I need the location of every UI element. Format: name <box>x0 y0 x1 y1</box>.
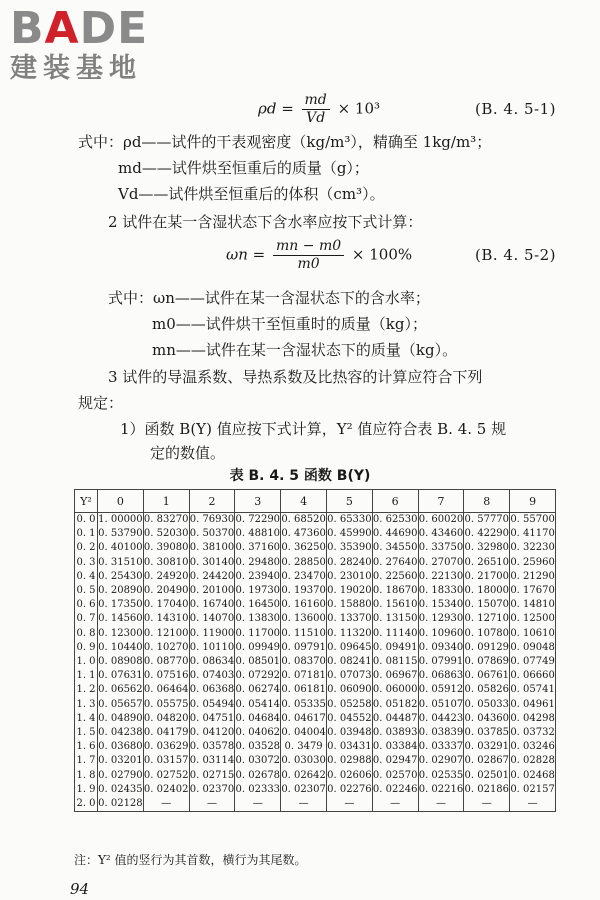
table-cell: 0. 02186 <box>464 783 510 797</box>
table-cell: 0. 04238 <box>98 726 144 740</box>
definition-line: m0——试件烘干至恒重时的质量（kg）； <box>152 315 427 333</box>
table-cell: 0. 17040 <box>143 598 189 612</box>
row-header: 1. 3 <box>75 698 98 712</box>
table-cell: 0. 15880 <box>326 598 372 612</box>
table-cell: 0. 07869 <box>464 655 510 669</box>
table-cell: 0. 27640 <box>372 556 418 570</box>
table-row <box>75 726 556 740</box>
table-cell: 0. 04062 <box>235 726 281 740</box>
table-cell: 0. 04298 <box>510 712 556 726</box>
table-cell: 0. 03246 <box>510 740 556 754</box>
table-cell: 0. 03431 <box>326 740 372 754</box>
table-cell: 0. 44690 <box>372 527 418 541</box>
column-header: 6 <box>372 490 418 513</box>
table-cell: 0. 19730 <box>235 584 281 598</box>
table-cell: 0. 02867 <box>464 754 510 768</box>
column-header: 8 <box>464 490 510 513</box>
table-cell: 0. 36250 <box>281 541 327 555</box>
table-cell: 0. 10440 <box>98 641 144 655</box>
row-header: 0. 6 <box>75 598 98 612</box>
table-cell: 0. 24420 <box>189 570 235 584</box>
table-cell: 0. 02468 <box>510 769 556 783</box>
table-cell: 0. 22130 <box>418 570 464 584</box>
table-cell: 0. 02333 <box>235 783 281 797</box>
definition-line: Vd——试件烘至恒重后的体积（cm³）。 <box>118 185 385 203</box>
table-cell: 0. 02947 <box>372 754 418 768</box>
table-cell: 0. 06660 <box>510 669 556 683</box>
formula-density: ρd = $\frac{md}{Vd}$ × 10³ <box>258 92 380 126</box>
row-header: 1. 0 <box>75 655 98 669</box>
table-cell: 0. 03114 <box>189 754 235 768</box>
table-cell: 0. 05741 <box>510 683 556 697</box>
column-header: 9 <box>510 490 556 513</box>
table-cell: 0. 05258 <box>326 698 372 712</box>
table-cell: 0. 27070 <box>418 556 464 570</box>
table-cell: 0. 05826 <box>464 683 510 697</box>
table-body <box>75 513 556 812</box>
table-cell: 0. 45990 <box>326 527 372 541</box>
row-header: 0. 3 <box>75 556 98 570</box>
table-row <box>75 683 556 697</box>
table-cell: 0. 10110 <box>189 641 235 655</box>
table-cell: 0. 07991 <box>418 655 464 669</box>
table-cell: 0. 08908 <box>98 655 144 669</box>
table-cell: 0. 23010 <box>326 570 372 584</box>
table-cell: 0. 06090 <box>326 683 372 697</box>
column-header: 4 <box>281 490 327 513</box>
definition-line: md——试件烘至恒重后的质量（g）； <box>118 159 369 177</box>
table-cell: 0. 72290 <box>235 513 281 528</box>
table-cell: 0. 14560 <box>98 612 144 626</box>
table-cell: 0. 06464 <box>143 683 189 697</box>
paragraph-3-continuation: 规定： <box>78 394 124 412</box>
table-cell: 0. 11140 <box>372 627 418 641</box>
table-cell: 0. 16160 <box>281 598 327 612</box>
equation-number-2: (B. 4. 5-2) <box>475 246 556 264</box>
table-cell: 0. 05414 <box>235 698 281 712</box>
table-cell: — <box>189 797 235 812</box>
table-cell: 0. 55700 <box>510 513 556 528</box>
table-cell: 0. 05912 <box>418 683 464 697</box>
table-cell: 0. 06863 <box>418 669 464 683</box>
paragraph-3-item-1: 1）函数 B(Y) 值应按下式计算，Y² 值应符合表 B. 4. 5 规 <box>120 420 507 438</box>
logo-wordmark: BADE <box>10 3 149 54</box>
table-cell: 0. 13830 <box>235 612 281 626</box>
table-cell: 0. 06761 <box>464 669 510 683</box>
column-header: 3 <box>235 490 281 513</box>
table-cell: 0. 35390 <box>326 541 372 555</box>
table-cell: 0. 11510 <box>281 627 327 641</box>
table-cell: 0. 04961 <box>510 698 556 712</box>
table-cell: 0. 02370 <box>189 783 235 797</box>
table-cell: 0. 07631 <box>98 669 144 683</box>
table-cell: 0. 32980 <box>464 541 510 555</box>
table-cell: 0. 02678 <box>235 769 281 783</box>
table-cell: 0. 48810 <box>235 527 281 541</box>
table-cell: 0. 33750 <box>418 541 464 555</box>
table-cell: 0. 02642 <box>281 769 327 783</box>
table-cell: 0. 14070 <box>189 612 235 626</box>
table-cell: 0. 43460 <box>418 527 464 541</box>
column-header: 1 <box>143 490 189 513</box>
column-header: 0 <box>98 490 144 513</box>
row-header: 1. 5 <box>75 726 98 740</box>
table-cell: 0. 03785 <box>464 726 510 740</box>
equation-number-1: (B. 4. 5-1) <box>475 100 556 118</box>
table-cell: 0. 03384 <box>372 740 418 754</box>
table-cell: 0. 39080 <box>143 541 189 555</box>
table-cell: 0. 52030 <box>143 527 189 541</box>
table-note: 注：Y² 值的竖行为其首数，横行为其尾数。 <box>74 853 307 867</box>
function-b-table <box>74 489 556 812</box>
table-cell: 0. 04684 <box>235 712 281 726</box>
table-cell: 0. 04890 <box>98 712 144 726</box>
table-cell: 0. 10610 <box>510 627 556 641</box>
paragraph-3-item-1-continuation: 定的数值。 <box>150 444 226 462</box>
table-cell: 0. 03839 <box>418 726 464 740</box>
table-row <box>75 655 556 669</box>
table-row <box>75 712 556 726</box>
table-cell: 0. 23470 <box>281 570 327 584</box>
column-header: 5 <box>326 490 372 513</box>
table-cell: 0. 18330 <box>418 584 464 598</box>
table-cell: 0. 08634 <box>189 655 235 669</box>
table-cell: 0. 06967 <box>372 669 418 683</box>
table-cell: — <box>326 797 372 812</box>
table-cell: 0. 04552 <box>326 712 372 726</box>
table-cell: 0. 02535 <box>418 769 464 783</box>
table-row <box>75 754 556 768</box>
table-cell: 0. 02752 <box>143 769 189 783</box>
table-cell: — <box>464 797 510 812</box>
table-cell: 0. 09048 <box>510 641 556 655</box>
table-cell: 0. 07292 <box>235 669 281 683</box>
row-header: 1. 4 <box>75 712 98 726</box>
table-cell: 0. 05494 <box>189 698 235 712</box>
table-cell: 0. 06000 <box>372 683 418 697</box>
table-cell: 0. 06181 <box>281 683 327 697</box>
row-header: 0. 7 <box>75 612 98 626</box>
table-cell: 0. 03680 <box>98 740 144 754</box>
table-cell: — <box>418 797 464 812</box>
table-row <box>75 570 556 584</box>
table-row <box>75 641 556 655</box>
row-header: 0. 5 <box>75 584 98 598</box>
table-cell: 0. 83270 <box>143 513 189 528</box>
table-row <box>75 612 556 626</box>
table-cell: 0. 15070 <box>464 598 510 612</box>
table-cell: 0. 02276 <box>326 783 372 797</box>
row-header: 1. 8 <box>75 769 98 783</box>
table-cell: 0. 13370 <box>326 612 372 626</box>
table-row <box>75 797 556 812</box>
table-cell: 0. 28240 <box>326 556 372 570</box>
paragraph-3: 3 试件的导温系数、导热系数及比热容的计算应符合下列 <box>108 368 483 386</box>
table-cell: 0. 07516 <box>143 669 189 683</box>
table-cell: 0. 05575 <box>143 698 189 712</box>
table-cell: 0. 21290 <box>510 570 556 584</box>
table-cell: 0. 07403 <box>189 669 235 683</box>
table-cell: 0. 03030 <box>281 754 327 768</box>
row-header: 0. 1 <box>75 527 98 541</box>
table-cell: 0. 02128 <box>98 797 144 812</box>
table-cell: 0. 05107 <box>418 698 464 712</box>
table-cell: 0. 04487 <box>372 712 418 726</box>
table-cell: 0. 10960 <box>418 627 464 641</box>
table-cell: 0. 03072 <box>235 754 281 768</box>
table-cell: — <box>372 797 418 812</box>
row-header: 0. 0 <box>75 513 98 528</box>
table-cell: 0. 18000 <box>464 584 510 598</box>
table-row <box>75 556 556 570</box>
table-cell: 0. 06368 <box>189 683 235 697</box>
table-cell: 0. 30140 <box>189 556 235 570</box>
table-cell: 0. 40100 <box>98 541 144 555</box>
bade-logo <box>10 3 180 84</box>
table-cell: 0. 14310 <box>143 612 189 626</box>
table-cell: 0. 17670 <box>510 584 556 598</box>
formula-density-denominator: Vd <box>306 110 326 126</box>
table-cell: 0. 32230 <box>510 541 556 555</box>
table-cell: 0. 08770 <box>143 655 189 669</box>
row-header: 1. 6 <box>75 740 98 754</box>
table-cell: 0. 19020 <box>326 584 372 598</box>
table-cell: 0. 09491 <box>372 641 418 655</box>
table-cell: 0. 09791 <box>281 641 327 655</box>
table-row <box>75 783 556 797</box>
table-cell: 0. 05182 <box>372 698 418 712</box>
table-cell: 0. 60020 <box>418 513 464 528</box>
table-cell: 0. 02216 <box>418 783 464 797</box>
table-cell: 0. 12710 <box>464 612 510 626</box>
table-cell: 0. 26510 <box>464 556 510 570</box>
row-header: 0. 9 <box>75 641 98 655</box>
table-cell: 1. 00000 <box>98 513 144 528</box>
paragraph-2: 2 试件在某一含湿状态下含水率应按下式计算： <box>108 213 423 231</box>
page-number: 94 <box>70 880 90 898</box>
logo-subtitle: 建装基地 <box>10 53 142 84</box>
table-cell: 0. 02606 <box>326 769 372 783</box>
table-cell: 0. 04751 <box>189 712 235 726</box>
table-cell: 0. 25960 <box>510 556 556 570</box>
table-cell: 0. 10780 <box>464 627 510 641</box>
table-cell: 0. 22560 <box>372 570 418 584</box>
table-cell: 0. 20490 <box>143 584 189 598</box>
table-cell: 0. 03732 <box>510 726 556 740</box>
table-cell: 0. 03629 <box>143 740 189 754</box>
table-cell: 0. 12100 <box>143 627 189 641</box>
table-cell: 0. 15610 <box>372 598 418 612</box>
table-cell: 0. 02402 <box>143 783 189 797</box>
row-header: 1. 1 <box>75 669 98 683</box>
table-cell: 0. 29480 <box>235 556 281 570</box>
table-cell: 0. 03201 <box>98 754 144 768</box>
table-cell: 0. 19370 <box>281 584 327 598</box>
table-cell: 0. 05657 <box>98 698 144 712</box>
table-row <box>75 740 556 754</box>
table-cell: 0. 04179 <box>143 726 189 740</box>
formula-moisture: ωn = $\frac{mn - m0}{m0}$ × 100% <box>226 238 413 272</box>
table-title: 表 B. 4. 5 函数 B(Y) <box>229 468 371 484</box>
table-header-row <box>75 490 556 513</box>
table-cell: 0. 04004 <box>281 726 327 740</box>
row-header: 1. 7 <box>75 754 98 768</box>
table-cell: 0. 03893 <box>372 726 418 740</box>
definition-line: 式中：ρd——试件的干表观密度（kg/m³），精确至 1kg/m³； <box>78 133 492 151</box>
definition-line: 式中：ωn——试件在某一含湿状态下的含水率； <box>108 289 430 307</box>
table-cell: 0. 09645 <box>326 641 372 655</box>
table-cell: 0. 06562 <box>98 683 144 697</box>
table-cell: 0. 08370 <box>281 655 327 669</box>
table-cell: 0. 37160 <box>235 541 281 555</box>
table-row <box>75 627 556 641</box>
table-cell: 0. 03291 <box>464 740 510 754</box>
table-cell: 0. 12500 <box>510 612 556 626</box>
table-cell: 0. 15340 <box>418 598 464 612</box>
table-cell: 0. 13600 <box>281 612 327 626</box>
table-cell: 0. 02570 <box>372 769 418 783</box>
table-cell: 0. 12300 <box>98 627 144 641</box>
table-cell: 0. 65330 <box>326 513 372 528</box>
table-cell: 0. 42290 <box>464 527 510 541</box>
definition-line: mn——试件在某一含湿状态下的质量（kg）。 <box>152 341 458 359</box>
table-cell: 0. 23940 <box>235 570 281 584</box>
table-cell: 0. 02907 <box>418 754 464 768</box>
table-cell: 0. 62530 <box>372 513 418 528</box>
table-cell: 0. 21700 <box>464 570 510 584</box>
table-cell: 0. 08501 <box>235 655 281 669</box>
table-row <box>75 698 556 712</box>
table-cell: 0. 34550 <box>372 541 418 555</box>
table-cell: 0. 13150 <box>372 612 418 626</box>
table-cell: 0. 02307 <box>281 783 327 797</box>
table-cell: 0. 09949 <box>235 641 281 655</box>
table-cell: 0. 76930 <box>189 513 235 528</box>
table-cell: 0. 03337 <box>418 740 464 754</box>
table-cell: 0. 10270 <box>143 641 189 655</box>
table-cell: 0. 02790 <box>98 769 144 783</box>
table-cell: 0. 38100 <box>189 541 235 555</box>
row-header: 2. 0 <box>75 797 98 812</box>
table-cell: 0. 09340 <box>418 641 464 655</box>
table-cell: 0. 07073 <box>326 669 372 683</box>
table-cell: 0. 03157 <box>143 754 189 768</box>
table-cell: 0. 50370 <box>189 527 235 541</box>
table-cell: 0. 08241 <box>326 655 372 669</box>
table-cell: 0. 08115 <box>372 655 418 669</box>
table-cell: 0. 07181 <box>281 669 327 683</box>
table-cell: 0. 68520 <box>281 513 327 528</box>
formula-moisture-numerator: mn − m0 <box>273 238 344 256</box>
table-cell: 0. 04617 <box>281 712 327 726</box>
table-row <box>75 598 556 612</box>
table-cell: 0. 57770 <box>464 513 510 528</box>
table-cell: 0. 28850 <box>281 556 327 570</box>
table-cell: 0. 25430 <box>98 570 144 584</box>
table-cell: 0. 16450 <box>235 598 281 612</box>
row-header: 1. 9 <box>75 783 98 797</box>
table-row <box>75 669 556 683</box>
table-cell: 0. 17350 <box>98 598 144 612</box>
table-cell: — <box>235 797 281 812</box>
table-cell: 0. 11700 <box>235 627 281 641</box>
row-header: 0. 4 <box>75 570 98 584</box>
table-cell: 0. 02435 <box>98 783 144 797</box>
table-cell: — <box>281 797 327 812</box>
table-cell: 0. 02246 <box>372 783 418 797</box>
row-header: 0. 8 <box>75 627 98 641</box>
table-cell: 0. 11320 <box>326 627 372 641</box>
table-cell: 0. 12930 <box>418 612 464 626</box>
table-cell: — <box>510 797 556 812</box>
table-cell: 0. 24920 <box>143 570 189 584</box>
table-cell: 0. 06274 <box>235 683 281 697</box>
table-cell: 0. 04423 <box>418 712 464 726</box>
row-header: 1. 2 <box>75 683 98 697</box>
table-cell: 0. 03578 <box>189 740 235 754</box>
table-cell: 0. 03948 <box>326 726 372 740</box>
table-cell: 0. 02828 <box>510 754 556 768</box>
table-cell: 0. 41170 <box>510 527 556 541</box>
table-cell: 0. 02988 <box>326 754 372 768</box>
table-cell: 0. 3479 <box>281 740 327 754</box>
table-cell: 0. 02157 <box>510 783 556 797</box>
table-cell: 0. 04360 <box>464 712 510 726</box>
table-row <box>75 541 556 555</box>
table-cell: 0. 02501 <box>464 769 510 783</box>
table-cell: 0. 14810 <box>510 598 556 612</box>
table-cell: 0. 30810 <box>143 556 189 570</box>
table-row <box>75 513 556 528</box>
table-row <box>75 527 556 541</box>
table-cell: 0. 02715 <box>189 769 235 783</box>
table-cell: 0. 47360 <box>281 527 327 541</box>
table-cell: 0. 09129 <box>464 641 510 655</box>
formula-moisture-denominator: m0 <box>297 256 320 272</box>
table-cell: 0. 05335 <box>281 698 327 712</box>
table-cell: — <box>143 797 189 812</box>
table-cell: 0. 07749 <box>510 655 556 669</box>
table-cell: 0. 04120 <box>189 726 235 740</box>
table-cell: 0. 04820 <box>143 712 189 726</box>
table-cell: 0. 31510 <box>98 556 144 570</box>
column-header: 2 <box>189 490 235 513</box>
table-cell: 0. 11900 <box>189 627 235 641</box>
table-row <box>75 769 556 783</box>
table-cell: 0. 03528 <box>235 740 281 754</box>
formula-density-numerator: md <box>302 92 330 110</box>
row-header: 0. 2 <box>75 541 98 555</box>
table-cell: 0. 53790 <box>98 527 144 541</box>
table-cell: 0. 18670 <box>372 584 418 598</box>
table-cell: 0. 20100 <box>189 584 235 598</box>
column-header: 7 <box>418 490 464 513</box>
table-row <box>75 584 556 598</box>
table-corner-header: Y² <box>75 490 98 513</box>
table-cell: 0. 20890 <box>98 584 144 598</box>
table-cell: 0. 05033 <box>464 698 510 712</box>
table-cell: 0. 16740 <box>189 598 235 612</box>
